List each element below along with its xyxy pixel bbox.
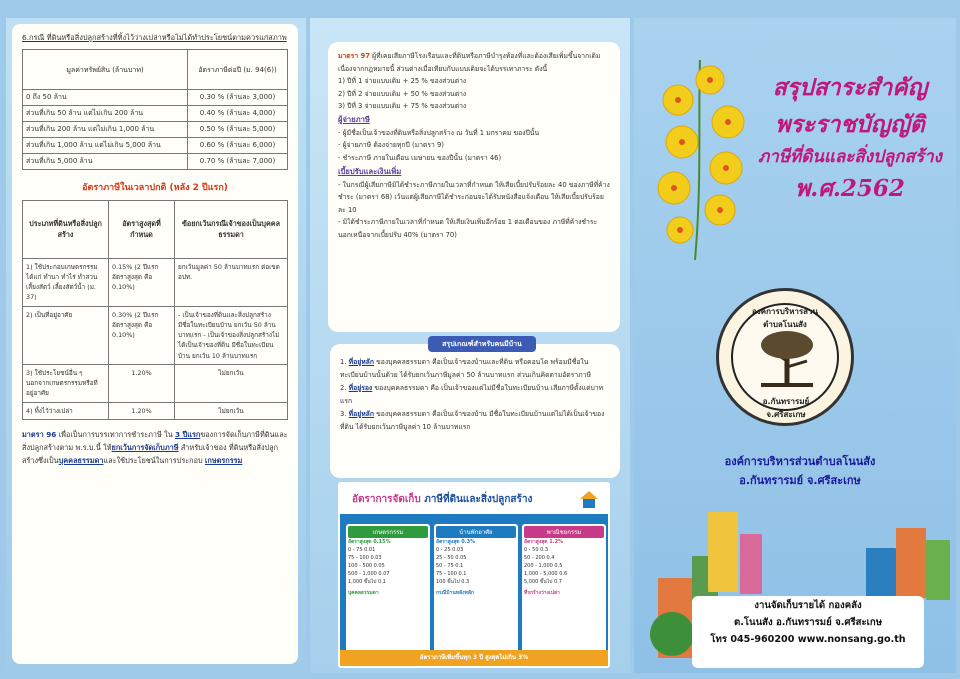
infographic-title-part: ภาษีที่ดินและสิ่งปลูกสร้าง xyxy=(424,494,533,505)
column-rate: อัตราสูงสุด 0.15% xyxy=(348,539,391,545)
cover-title-line: สรุปสาระสำคัญ xyxy=(772,74,928,101)
list-item: - ชำระภาษี ภายในเดือน เมษายน ของปีนั้น (มาตรา 46) xyxy=(338,153,502,162)
table-cell: 0.60 % (ล้านละ 6,000) xyxy=(188,138,288,154)
infographic-column-agriculture xyxy=(346,524,430,652)
table-cell: 2) เป็นที่อยู่อาศัย xyxy=(23,306,109,364)
table-cell: 0 ถึง 50 ล้าน xyxy=(23,90,188,106)
table-cell: ส่วนที่เกิน 50 ล้าน แต่ไม่เกิน 200 ล้าน xyxy=(23,106,188,122)
normal-rate-table xyxy=(22,200,288,420)
table-cell: ส่วนที่เกิน 200 ล้าน แต่ไม่เกิน 1,000 ล้าน xyxy=(23,122,188,138)
cover-title-line: พ.ศ.2562 xyxy=(795,174,905,202)
list-item: 1) ปีที่ 1 จ่ายแบบเดิม + 25 % ของส่วนต่าง xyxy=(338,77,467,86)
organization-seal xyxy=(716,288,854,426)
table-header-row xyxy=(23,200,288,258)
section97-card xyxy=(328,42,620,332)
table-row xyxy=(23,122,288,138)
case6-heading: 6.กรณี ที่ดินหรือสิ่งปลูกสร้างที่ทิ้งไว้ว่างเปล่าหรือไม่ได้ทำประโยชน์ตามควรแก่สภาพ xyxy=(22,33,287,42)
list-item: - ผู้จ่ายภาษี ต้องจ่ายทุกปี (มาตรา 9) xyxy=(338,141,444,150)
table-cell: 0.30% (2 ปีแรกอัตราสูงสุด คือ 0.10%) xyxy=(109,306,175,364)
note-emphasis: 3 ปีแรก xyxy=(175,429,201,439)
building-shape xyxy=(866,548,896,598)
summary-item xyxy=(340,382,610,408)
section97-text: ผู้ที่เคยเสียภาษีโรงเรือนและที่ดินหรือภาษีบำรุงท้องที่และต้องเสียเพิ่มขึ้นจากเดิม เนื่องจากกฎหมายนี้ ส่วนต่างเมื่อเทียบกับแบบเดิมจะได้บรรเทาภาระ ดังนี้ xyxy=(338,52,601,73)
note-text: และใช้ประโยชน์ในการประกอบ xyxy=(103,456,205,466)
tax-rate-infographic xyxy=(338,482,610,668)
note-text: สำหรับเจ้าของ ที่ดินหรือสิ่งปลูกสร้างซึ่งเป็น xyxy=(22,443,279,466)
column-sub: กรณีบ้านหลังหลัก xyxy=(436,590,474,596)
table-header-cell: มูลค่าทรัพย์สิน (ล้านบาท) xyxy=(23,50,188,90)
summary-item xyxy=(340,356,610,382)
column-row: 0 - 50 0.3 xyxy=(524,547,549,553)
column-row: 0 - 25 0.03 xyxy=(436,547,464,553)
column-row: 25 - 50 0.05 xyxy=(436,555,467,561)
section97-paragraph xyxy=(338,50,610,75)
list-item: - ผู้มีชื่อเป็นเจ้าของที่ดินหรือสิ่งปลูกสร้าง ณ วันที่ 1 มกราคม ของปีนั้น xyxy=(338,128,540,137)
table-row xyxy=(23,364,288,402)
summary-number: 3. xyxy=(340,409,349,418)
normal-rate-title: อัตราภาษีในเวลาปกติ (หลัง 2 ปีแรก) xyxy=(82,182,228,193)
section96-note xyxy=(22,428,288,467)
column-row: 75 - 100 0.1 xyxy=(436,571,467,577)
summary-heading-badge: สรุปเกณฑ์สำหรับคนมีบ้าน xyxy=(428,336,536,352)
table-row xyxy=(23,306,288,364)
column-row: 0 - 75 0.01 xyxy=(348,547,376,553)
cover-title xyxy=(750,70,950,208)
column-sub: ที่รกร้างว่างเปล่า xyxy=(524,590,560,596)
list-item: - ในกรณีผู้เสียภาษีมิได้ชำระภาษีภายในเวลาที่กำหนด ให้เสียเบี้ยปรับร้อยละ 40 ของภาษีที่ค้างชำระ (มาตรา 68) เว้นแต่ผู้เสียภาษีได้ชำระก่อนจะได้รับหนังสือแจ้งเตือน ให้เสียเบี้ยปรับร้อยละ 10 xyxy=(338,180,610,214)
table-row xyxy=(23,138,288,154)
list-item: 2) ปีที่ 2 จ่ายแบบเดิม + 50 % ของส่วนต่าง xyxy=(338,89,467,98)
column-rate: อัตราสูงสุด 0.3% xyxy=(436,539,476,545)
table-cell: ส่วนที่เกิน 5,000 ล้าน xyxy=(23,153,188,169)
table-cell: 0.40 % (ล้านละ 4,000) xyxy=(188,106,288,122)
column-row: 1,000 ขึ้นไป 0.1 xyxy=(348,579,386,585)
tree-icon xyxy=(757,327,817,389)
vacant-land-rate-table xyxy=(22,49,288,169)
note-text: เพื่อเป็นการบรรเทาการชำระภาษี ใน xyxy=(56,429,176,439)
summary-text: ของบุคคลธรรมดา คือ เป็นเจ้าของแต่ไม่มีชื่อในทะเบียนบ้าน เสียภาษีตั้งแต่บาทแรก xyxy=(340,383,604,405)
organization-name: องค์การบริหารส่วนตำบลโนนสัง xyxy=(724,455,876,468)
fine-heading: เบี้ยปรับและเงินเพิ่ม xyxy=(338,166,402,176)
table-cell: 4) ทิ้งไว้ว่างเปล่า xyxy=(23,402,109,419)
summary-key: ที่อยู่รอง xyxy=(348,383,373,392)
building-shape xyxy=(740,534,762,594)
organization-district: อ.กันทรารมย์ จ.ศรีสะเกษ xyxy=(739,473,861,487)
column-rate: อัตราสูงสุด 1.2% xyxy=(524,539,564,545)
summary-text: ของบุคคลธรรมดา คือเป็นเจ้าของบ้านและที่ดิน หรือคอนโด พร้อมมีชื่อในทะเบียนบ้านนั้นด้วย ได้รับยกเว้นภาษีมูลค่า 50 ล้านบาทแรก ส่วนเกินคิดตามอัตราภาษี xyxy=(340,358,591,379)
tax-rate-card xyxy=(12,24,298,664)
seal-top-text: องค์การบริหารส่วนตำบลโนนสัง xyxy=(752,307,818,329)
table-header-row xyxy=(23,50,288,90)
column-head: บ้านพักอาศัย xyxy=(436,526,516,538)
note-emphasis: บุคคลธรรมดา xyxy=(58,456,104,466)
summary-text: ของบุคคลธรรมดา คือเป็นเจ้าของบ้าน มีชื่อในทะเบียนบ้านแต่ไม่ได้เป็นเจ้าของที่ดิน ได้รับยกเว้นภาษีมูลค่า 10 ล้านบาทแรก xyxy=(340,409,605,431)
list-item: 3) ปีที่ 3 จ่ายแบบเดิม + 75 % ของส่วนต่าง xyxy=(338,102,467,111)
tree-shape xyxy=(650,612,694,656)
column-row: 75 - 100 0.03 xyxy=(348,555,382,561)
column-row: 200 - 1,000 0.5 xyxy=(524,563,563,569)
table-row xyxy=(23,402,288,419)
column-head: พาณิชยกรรม xyxy=(524,526,604,538)
table-header-cell: ประเภทที่ดินหรือสิ่งปลูกสร้าง xyxy=(23,200,109,258)
column-row: 50 - 75 0.1 xyxy=(436,563,464,569)
house-icon xyxy=(578,488,600,510)
home-owner-summary-card xyxy=(330,344,620,478)
summary-number: 1. xyxy=(340,358,349,366)
column-row: 1,000 - 5,000 0.6 xyxy=(524,571,568,577)
infographic-title xyxy=(352,492,532,507)
cover-title-line: ภาษีที่ดินและสิ่งปลูกสร้าง xyxy=(758,146,942,167)
column-row: 5,000 ขึ้นไป 0.7 xyxy=(524,579,562,585)
column-row: 100 ขึ้นไป 0.3 xyxy=(436,579,470,585)
section97-label: มาตรา 97 xyxy=(338,52,371,60)
table-cell: 1.20% xyxy=(109,364,175,402)
note-emphasis: เกษตรกรรม xyxy=(204,456,243,466)
table-cell: ไม่ยกเว้น xyxy=(175,364,288,402)
table-cell: 0.30 % (ล้านละ 3,000) xyxy=(188,90,288,106)
table-header-cell: ข้อยกเว้นกรณีเจ้าของเป็นบุคคลธรรมดา xyxy=(175,200,288,258)
table-cell: 1.20% xyxy=(109,402,175,419)
infographic-column-residential xyxy=(434,524,518,652)
footer-contact: โทร 045-960200 www.nonsang.go.th xyxy=(710,633,906,645)
column-row: 500 - 1,000 0.07 xyxy=(348,571,390,577)
table-cell: 3) ใช้ประโยชน์อื่น ๆ นอกจากเกษตรกรรมหรือที่อยู่อาศัย xyxy=(23,364,109,402)
infographic-header xyxy=(340,484,608,514)
column-sub: บุคคลธรรมดา xyxy=(348,590,379,596)
list-item: - มิได้ชำระภาษีภายในเวลาที่กำหนด ให้เสียเงินเพิ่มอีกร้อย 1 ต่อเดือนของ ภาษีที่ค้างชำระ นอกเหนือจากเบี้ยปรับ 40% (มาตรา 70) xyxy=(338,218,598,239)
building-shape xyxy=(708,512,738,592)
table-cell: ไม่ยกเว้น xyxy=(175,402,288,419)
note-text: ของการจัดเก็บภาษีที่ดินและสิ่งปลูกสร้างตาม พ.ร.บ.นี้ ให้ xyxy=(22,429,288,452)
note-emphasis: ยกเว้นการจัดเก็บภาษี xyxy=(111,443,179,452)
table-cell: 0.50 % (ล้านละ 5,000) xyxy=(188,122,288,138)
footer-address: ต.โนนสัง อ.กันทรารมย์ จ.ศรีสะเกษ xyxy=(733,616,883,628)
table-row xyxy=(23,106,288,122)
payer-heading: ผู้จ่ายภาษี xyxy=(338,114,370,124)
infographic-footer-text: อัตราภาษีเพิ่มขึ้นทุก 3 ปี สูงสุดไม่เกิน 3% xyxy=(419,654,529,661)
table-row xyxy=(23,153,288,169)
table-cell: 1) ใช้ประกอบเกษตรกรรม ได้แก่ ทำนา ทำไร่ ทำสวน เลี้ยงสัตว์ เลี้ยงสัตว์น้ำ (ม. 37) xyxy=(23,258,109,306)
summary-key: ที่อยู่หลัก xyxy=(348,358,374,366)
summary-number: 2. xyxy=(340,383,349,392)
summary-item xyxy=(340,408,610,434)
summary-key: ที่อยู่หลัก xyxy=(348,409,374,418)
table-header-cell: อัตราสูงสุดที่กำหนด xyxy=(109,200,175,258)
cover-title-line: พระราชบัญญัติ xyxy=(775,110,925,138)
column-row: 100 - 500 0.05 xyxy=(348,563,385,569)
table-row xyxy=(23,90,288,106)
infographic-footer xyxy=(340,650,608,666)
infographic-column-commercial xyxy=(522,524,606,652)
table-cell: 0.70 % (ล้านละ 7,000) xyxy=(188,153,288,169)
organization-name-block xyxy=(660,453,940,490)
table-cell: 0.15% (2 ปีแรกอัตราสูงสุด คือ 0.10%) xyxy=(109,258,175,306)
building-shape xyxy=(896,528,926,598)
table-header-cell: อัตราภาษีต่อปี (ม. 94(6)) xyxy=(188,50,288,90)
infographic-title-part: อัตราการจัดเก็บ xyxy=(352,494,425,505)
table-cell: - เป็นเจ้าของที่ดินและสิ่งปลูกสร้าง มีชื่อในทะเบียนบ้าน ยกเว้น 50 ล้านบาทแรก - เป็นเจ้าของสิ่งปลูกสร้างไม่ได้เป็นเจ้าของที่ดิน มีชื่อในทะเบียนบ้าน ยกเว้น 10 ล้านบาทแรก xyxy=(175,306,288,364)
seal-bottom-text: อ.กันทรารมย์ จ.ศรีสะเกษ xyxy=(762,397,810,419)
orchid-flower-icon xyxy=(640,60,760,260)
section96-label: มาตรา 96 xyxy=(22,429,57,439)
footer-department: งานจัดเก็บรายได้ กองคลัง xyxy=(754,600,862,611)
column-row: 50 - 200 0.4 xyxy=(524,555,555,561)
table-cell: ยกเว้นมูลค่า 50 ล้านบาทแรก ต่อเขต อปท. xyxy=(175,258,288,306)
table-row xyxy=(23,258,288,306)
building-shape xyxy=(926,540,950,600)
column-head: เกษตรกรรม xyxy=(348,526,428,538)
table-cell: ส่วนที่เกิน 1,000 ล้าน แต่ไม่เกิน 5,000 ล้าน xyxy=(23,138,188,154)
contact-box xyxy=(692,596,924,668)
